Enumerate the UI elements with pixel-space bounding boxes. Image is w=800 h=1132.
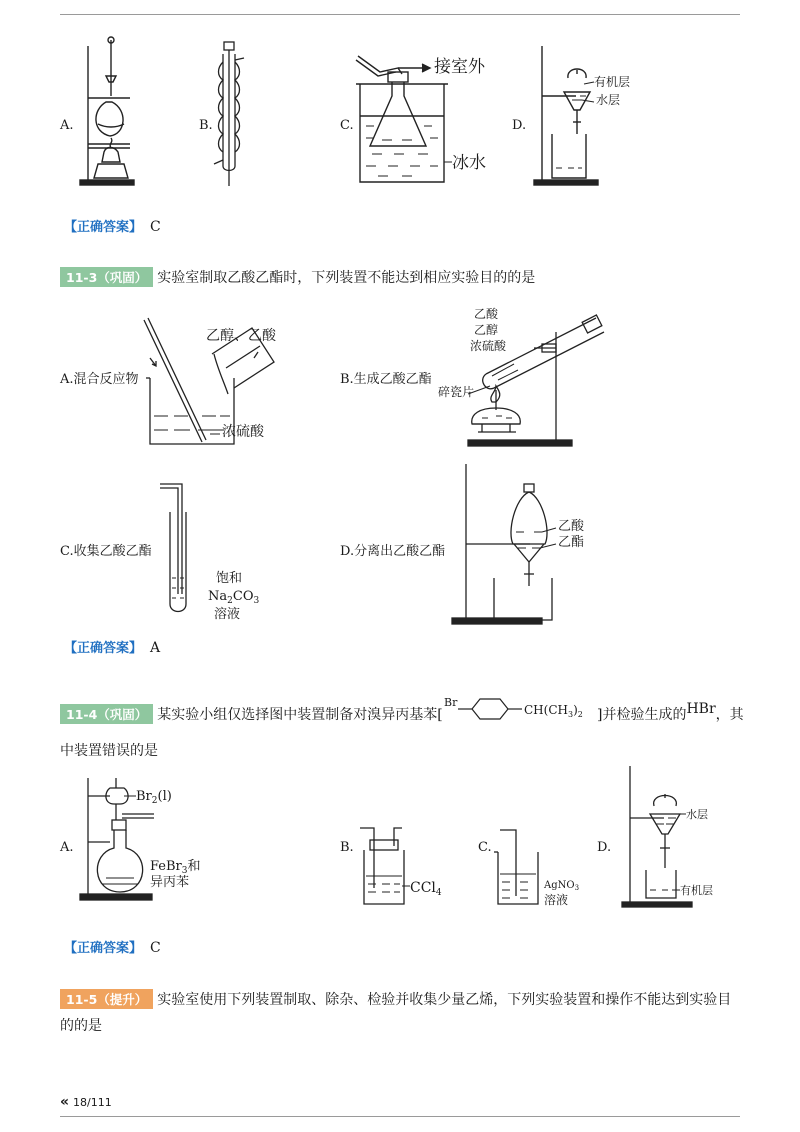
label-na2co3: $Na_2CO_3$ [208,589,260,606]
question-text: 某实验小组仅选择图中装置制备对溴异丙基苯[ [157,707,443,723]
label-outdoor: 接室外 [434,57,485,77]
question-text: 实验室制取乙酸乙酯时，下列装置不能达到相应实验目的的是 [157,270,536,286]
answer-tag: 【正确答案】 [64,941,143,956]
structural-formula-bromo-cumene [444,692,594,728]
answer-value: A [150,640,161,656]
question-badge: 11-3（巩固） [60,267,153,287]
option-b-label: B.生成乙酸乙酯 [340,372,432,387]
question-text: ]并检验生成的 [597,707,687,723]
label-water-layer: 水层 [686,808,708,821]
apparatus-bromination-flask [78,774,228,904]
label-alcohol: 乙醇 [474,323,499,337]
label-agno3: AgNO$_3$ [544,880,580,892]
apparatus-collect-ester [156,482,276,622]
apparatus-separate-ester [448,460,598,630]
apparatus-c-ice-bath [352,50,502,190]
label-organic-layer: 有机层 [680,884,713,897]
answer-tag: 【正确答案】 [64,220,143,235]
label-ethanol-acid: 乙醇、乙酸 [206,328,276,344]
label-saturated: 饱和 [216,571,243,586]
option-d-label: D. [597,840,612,855]
question-11-4-stem [60,704,443,724]
answer-11-4 [64,937,161,956]
svg-text:Br: Br [444,696,458,709]
option-a-label: A. [60,840,74,855]
question-badge: 11-5（提升） [60,989,153,1009]
label-conc-sulfuric: 浓硫酸 [222,424,264,440]
option-c-label: C. [340,118,354,133]
label-ccl4: CCl$_4$ [410,880,442,898]
nav-arrows-icon: « [60,1094,70,1110]
option-b-label: B. [199,118,213,133]
answer-prev [64,216,161,235]
label-br2: $Br_2(l)$ [136,789,172,806]
formula-group: $CH(CH_3)_2$ [524,703,583,719]
option-c-label: C.收集乙酸乙酯 [60,544,152,559]
apparatus-mixing-reactants [140,312,300,454]
question-11-5-stem-line2: 的的是 [60,1018,102,1034]
page-footer [60,1094,112,1110]
label-conc-sulfuric: 浓硫酸 [470,339,507,353]
option-c-label: C. [478,840,492,855]
footer-rule [60,1116,740,1117]
answer-value: C [150,219,161,235]
question-11-4-stem-line2: 中装置错误的是 [60,743,158,759]
apparatus-b-condenser [210,40,250,190]
hbr-formula: HBr [686,701,716,717]
question-text: 实验室使用下列装置制取、除杂、检验并收集少量乙烯，下列实验装置和操作不能达到实验目 [157,992,732,1008]
question-11-5-stem [60,989,731,1009]
apparatus-a-heating-flask [78,36,148,188]
apparatus-d-separatory-funnel [532,42,652,188]
label-porcelain: 碎瓷片 [438,385,475,399]
apparatus-agno3-beaker [494,828,604,910]
apparatus-separatory-funnel [620,764,730,910]
label-febr3: FeBr$_3$和 [150,859,201,876]
label-cumene: 异丙苯 [150,875,190,890]
header-rule [60,14,740,15]
label-ice-water: 冰水 [452,153,486,173]
question-11-4-stem-cont [597,701,744,724]
apparatus-ccl4-wash-bottle [356,826,456,910]
question-badge: 11-4（巩固） [60,704,153,724]
answer-11-3 [64,637,160,656]
page-number: 18/111 [73,1096,112,1109]
question-11-3-stem [60,267,535,287]
answer-value: C [150,940,161,956]
label-ester-line2: 乙酯 [558,535,585,550]
option-a-label: A. [60,118,74,133]
apparatus-generate-ester [438,292,618,452]
label-solution: 溶液 [214,607,241,622]
answer-tag: 【正确答案】 [64,641,143,656]
option-d-label: D.分离出乙酸乙酯 [340,544,446,559]
label-acid: 乙酸 [474,307,499,321]
option-d-label: D. [512,118,527,133]
option-b-label: B. [340,840,354,855]
question-text: ，其 [715,707,744,723]
label-ester-line1: 乙酸 [558,519,585,534]
label-solution: 溶液 [544,893,569,907]
label-water-layer: 水层 [596,93,621,107]
label-organic-layer: 有机层 [594,75,631,89]
option-a-label: A.混合反应物 [60,372,139,387]
